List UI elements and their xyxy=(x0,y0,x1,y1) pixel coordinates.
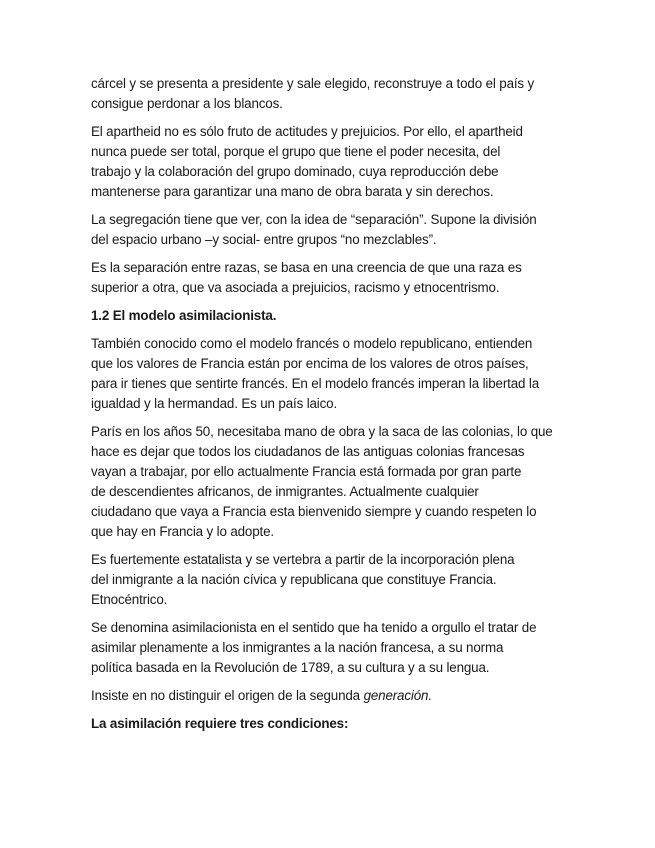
text-line: hace es dejar que todos los ciudadanos de las antiguas colonias francesas xyxy=(91,444,525,459)
document-body xyxy=(91,74,567,742)
text-line: superior a otra, que va asociada a prejuicios, racismo y etnocentrismo. xyxy=(91,280,500,295)
paragraph xyxy=(91,122,567,202)
text-line: mantenerse para garantizar una mano de obra barata y sin derechos. xyxy=(91,184,494,199)
text-line: Etnocéntrico. xyxy=(91,592,168,607)
text-line: También conocido como el modelo francés o modelo republicano, entienden xyxy=(91,336,533,351)
text-line: nunca puede ser total, porque el grupo que tiene el poder necesita, del xyxy=(91,144,501,159)
text-line: igualdad y la hermandad. Es un país laico. xyxy=(91,396,338,411)
text-line: de descendientes africanos, de inmigrantes. Actualmente cualquier xyxy=(91,484,479,499)
text-line: ciudadano que vaya a Francia esta bienvenido siempre y cuando respeten lo xyxy=(91,504,537,519)
section-heading: 1.2 El modelo asimilacionista. xyxy=(91,308,277,323)
text-line: La segregación tiene que ver, con la idea de “separación”. Supone la división xyxy=(91,212,537,227)
text-line: París en los años 50, necesitaba mano de obra y la saca de las colonias, lo que xyxy=(91,424,553,439)
paragraph xyxy=(91,550,567,610)
insist-text: Insiste en no distinguir el origen de la segunda xyxy=(91,688,364,703)
paragraph xyxy=(91,422,567,542)
italic-emphasis: generación. xyxy=(363,688,432,703)
text-line: política basada en la Revolución de 1789, a su cultura y a su lengua. xyxy=(91,660,490,675)
text-line: Es fuertemente estatalista y se vertebra a partir de la incorporación plena xyxy=(91,552,515,567)
text-line: Se denomina asimilacionista en el sentido que ha tenido a orgullo el tratar de xyxy=(91,620,537,635)
closing-heading: La asimilación requiere tres condiciones: xyxy=(91,716,349,731)
paragraph xyxy=(91,334,567,414)
text-line: Es la separación entre razas, se basa en una creencia de que una raza es xyxy=(91,260,522,275)
paragraph xyxy=(91,258,567,298)
text-line: para ir tienes que sentirte francés. En el modelo francés imperan la libertad la xyxy=(91,376,539,391)
text-line: del inmigrante a la nación cívica y republicana que constituye Francia. xyxy=(91,572,497,587)
text-line: del espacio urbano –y social- entre grupos “no mezclables”. xyxy=(91,232,437,247)
text-line: trabajo y la colaboración del grupo dominado, cuya reproducción debe xyxy=(91,164,499,179)
text-line: cárcel y se presenta a presidente y sale elegido, reconstruye a todo el país y xyxy=(91,76,535,91)
paragraph xyxy=(91,74,567,114)
text-line xyxy=(91,686,567,706)
text-line: que hay en Francia y lo adopte. xyxy=(91,524,274,539)
text-line: que los valores de Francia están por encima de los valores de otros países, xyxy=(91,356,529,371)
text-line: El apartheid no es sólo fruto de actitudes y prejuicios. Por ello, el apartheid xyxy=(91,124,523,139)
text-line: consigue perdonar a los blancos. xyxy=(91,96,283,111)
paragraph xyxy=(91,686,567,706)
paragraph xyxy=(91,210,567,250)
text-line: vayan a trabajar, por ello actualmente Francia está formada por gran parte xyxy=(91,464,522,479)
text-line: asimilar plenamente a los inmigrantes a la nación francesa, a su norma xyxy=(91,640,504,655)
paragraph xyxy=(91,618,567,678)
